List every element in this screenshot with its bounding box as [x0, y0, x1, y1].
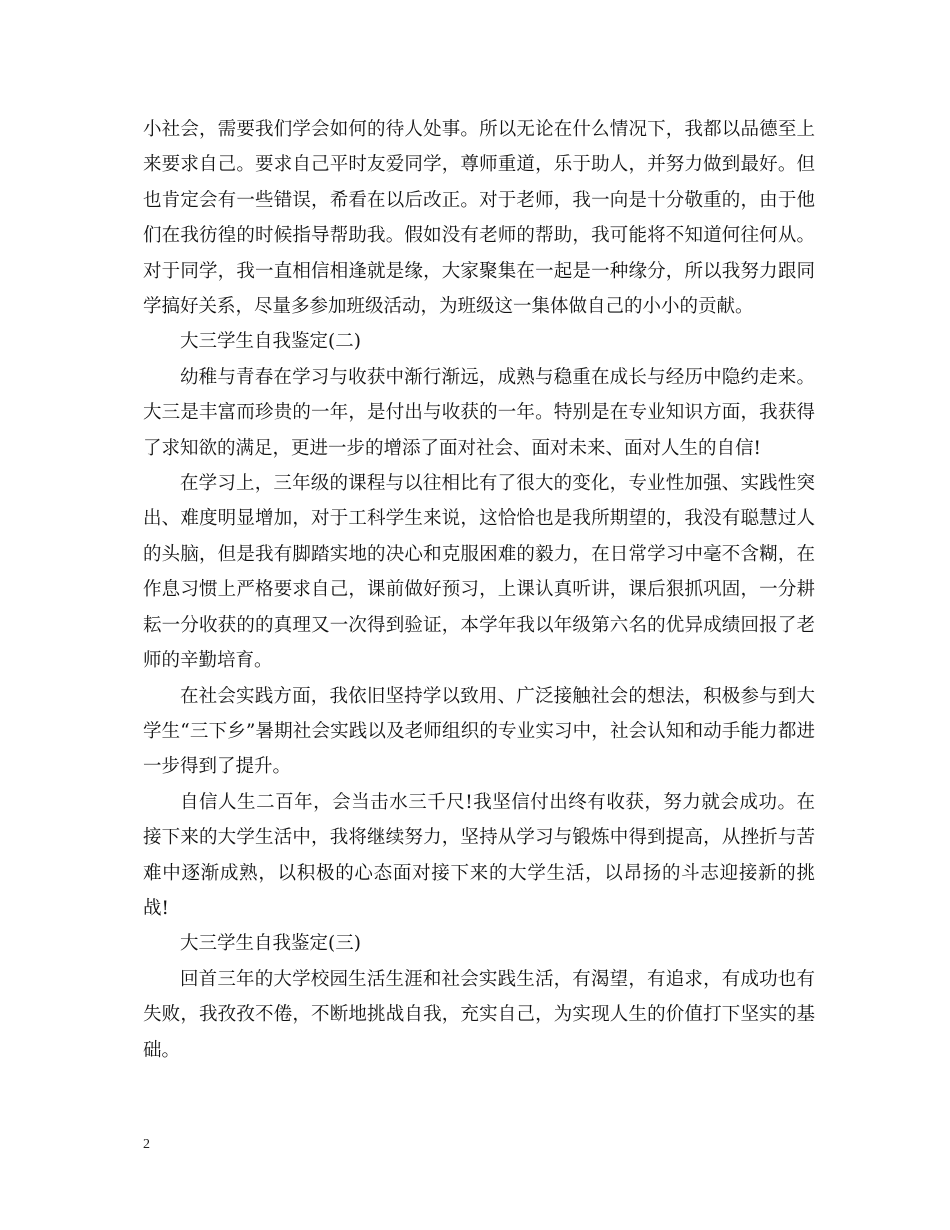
- document-body: [143, 112, 815, 1068]
- paragraph-confidence: 自信人生二百年，会当击水三千尺!我坚信付出终有收获，努力就会成功。在接下来的大学生活中，我将继续努力，坚持从学习与锻炼中得到提高，从挫折与苦难中逐渐成熟，以积极的心态面对接下来的大学生活，以昂扬的斗志迎接新的挑战!: [143, 791, 815, 919]
- paragraph-intro: 幼稚与青春在学习与收获中渐行渐远，成熟与稳重在成长与经历中隐约走来。大三是丰富而珍贵的一年，是付出与收获的一年。特别是在专业知识方面，我获得了求知欲的满足，更进一步的增添了面对社会、面对未来、面对人生的自信!: [143, 366, 815, 459]
- paragraph-study: 在学习上，三年级的课程与以往相比有了很大的变化，专业性加强、实践性突出、难度明显增加，对于工科学生来说，这恰恰也是我所期望的，我没有聪慧过人的头脑，但是我有脚踏实地的决心和克服困难的毅力，在日常学习中毫不含糊，在作息习惯上严格要求自己，课前做好预习，上课认真听讲，课后狠抓巩固，一分耕耘一分收获的的真理又一次得到验证，本学年我以年级第六名的优异成绩回报了老师的辛勤培育。: [143, 473, 815, 672]
- paragraph-practice: 在社会实践方面，我依旧坚持学以致用、广泛接触社会的想法，积极参与到大学生“三下乡”暑期社会实践以及老师组织的专业实习中，社会认知和动手能力都进一步得到了提升。: [143, 685, 815, 778]
- paragraph-continuation: 小社会，需要我们学会如何的待人处事。所以无论在什么情况下，我都以品德至上来要求自己。要求自己平时友爱同学，尊师重道，乐于助人，并努力做到最好。但也肯定会有一些错误，希看在以后改正。对于老师，我一向是十分敬重的，由于他们在我彷徨的时候指导帮助我。假如没有老师的帮助，我可能将不知道何往何从。对于同学，我一直相信相逢就是缘，大家聚集在一起是一种缘分，所以我努力跟同学搞好关系，尽量多参加班级活动，为班级这一集体做自己的小小的贡献。: [143, 119, 815, 318]
- paragraph-review: 回首三年的大学校园生活生涯和社会实践生活，有渴望，有追求，有成功也有失败，我孜孜不倦，不断地挑战自我，充实自己，为实现人生的价值打下坚实的基础。: [143, 968, 815, 1061]
- page-number: 2: [143, 1137, 150, 1152]
- section-heading-3: 大三学生自我鉴定(三): [180, 933, 361, 955]
- section-heading-2: 大三学生自我鉴定(二): [180, 331, 361, 353]
